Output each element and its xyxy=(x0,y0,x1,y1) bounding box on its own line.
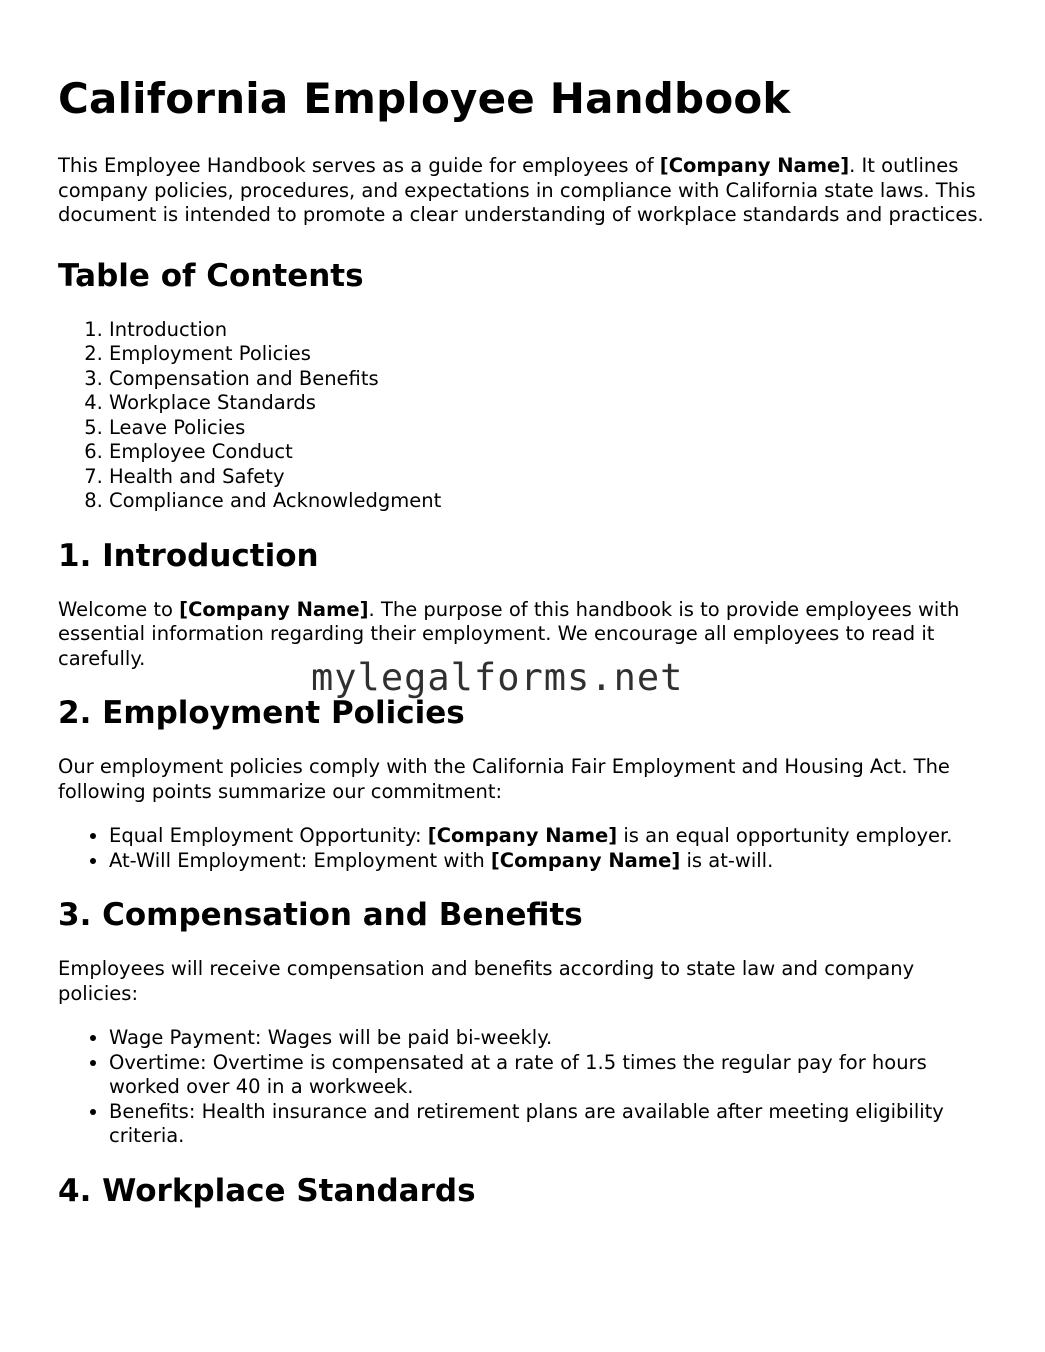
company-name-placeholder: [Company Name] xyxy=(427,824,618,847)
toc-item: 1. Introduction xyxy=(109,318,988,343)
section-heading-introduction: 1. Introduction xyxy=(58,537,319,574)
section-heading-compensation: 3. Compensation and Benefits xyxy=(58,897,583,933)
intro-paragraph xyxy=(58,154,988,228)
watermark: mylegalforms.net xyxy=(311,656,684,699)
company-name-placeholder: [Company Name] xyxy=(659,154,850,177)
list-item-text-end: is an equal opportunity employer. xyxy=(617,824,953,847)
toc-item: 6. Employee Conduct xyxy=(109,440,988,465)
toc-item: 5. Leave Policies xyxy=(109,416,988,441)
list-item-text: Equal Employment Opportunity: xyxy=(109,824,428,847)
list-item xyxy=(109,849,988,874)
intro-text: This Employee Handbook serves as a guide for employees of xyxy=(58,154,660,177)
intro-text-end: . It outlines company policies, procedures, and expectations in compliance with California state laws. This document is intended to promote a clear understanding of workplace standards and practices. xyxy=(58,154,984,226)
list-item: • Wage Payment: Wages will be paid bi-weekly. xyxy=(109,1026,988,1051)
toc-heading: Table of Contents xyxy=(58,257,364,294)
compensation-paragraph: Employees will receive compensation and benefits according to state law and company policies: xyxy=(58,957,915,1005)
compensation-list xyxy=(58,1026,988,1149)
employment-policies-list xyxy=(58,824,988,873)
list-item: • Overtime: Overtime is compensated at a rate of 1.5 times the regular pay for hours worked over 40 in a workweek. xyxy=(109,1051,988,1100)
toc-item: 7. Health and Safety xyxy=(109,465,988,490)
document-title: California Employee Handbook xyxy=(58,74,791,123)
toc-list xyxy=(58,318,988,514)
employment-policies-paragraph: Our employment policies comply with the California Fair Employment and Housing Act. The following points summarize our commitment: xyxy=(58,755,950,803)
list-item xyxy=(109,824,988,849)
toc-item: 3. Compensation and Benefits xyxy=(109,367,988,392)
document-page xyxy=(58,70,988,1211)
introduction-text-end: . The purpose of this handbook is to provide employees with essential information regarding their employment. We encourage all employees to read it carefully. xyxy=(58,597,960,670)
list-item: • Benefits: Health insurance and retirement plans are available after meeting eligibility criteria. xyxy=(109,1100,988,1149)
list-item-text: At-Will Employment: Employment with xyxy=(109,848,491,872)
introduction-text: Welcome to xyxy=(58,597,180,621)
toc-item: 2. Employment Policies xyxy=(109,342,988,367)
toc-item: 4. Workplace Standards xyxy=(109,391,988,416)
list-item-text-end: is at-will. xyxy=(680,848,774,872)
company-name-placeholder: [Company Name] xyxy=(490,848,681,872)
section-heading-workplace-standards: 4. Workplace Standards xyxy=(58,1172,476,1209)
toc-item: 8. Compliance and Acknowledgment xyxy=(109,489,988,514)
company-name-placeholder: [Company Name] xyxy=(179,597,369,621)
section-heading-employment-policies: 2. Employment Policies xyxy=(58,695,465,731)
